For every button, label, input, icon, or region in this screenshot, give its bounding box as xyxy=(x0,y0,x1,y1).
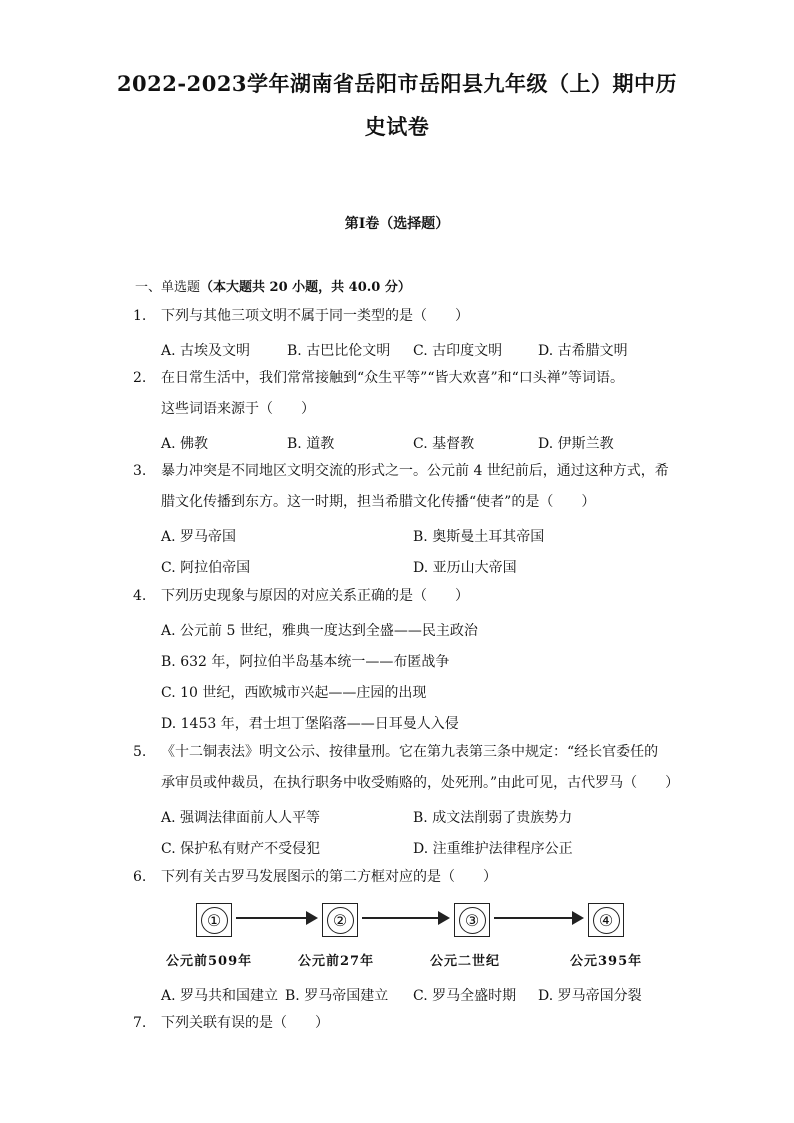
timeline-step-3: ③ xyxy=(459,907,486,934)
option-a[interactable]: A. 古埃及文明 xyxy=(161,343,251,359)
question-text: 腊文化传播到东方。这一时期，担当希腊文化传播“使者”的是（ ） xyxy=(161,494,596,510)
option-d[interactable]: D. 古希腊文明 xyxy=(538,343,628,359)
option-c[interactable]: C. 阿拉伯帝国 xyxy=(161,560,251,576)
question-text: 下列有关古罗马发展图示的第二方框对应的是（ ） xyxy=(161,869,497,885)
timeline-label-1: 公元前509年 xyxy=(166,954,253,969)
question-text: 《十二铜表法》明文公示、按律量刑。它在第九表第三条中规定：“经长官委任的 xyxy=(161,744,659,760)
exam-title-line-2: 史试卷 xyxy=(364,114,430,139)
question-text: 在日常生活中，我们常常接触到“众生平等”“皆大欢喜”和“口头禅”等词语。 xyxy=(161,370,624,386)
question-number: 4. xyxy=(133,588,147,604)
timeline-label-2: 公元前27年 xyxy=(298,954,375,969)
option-b[interactable]: B. 632 年，阿拉伯半岛基本统一——布匿战争 xyxy=(161,654,450,670)
part-info: （本大题共 20 小题，共 40.0 分） xyxy=(200,280,411,295)
option-c[interactable]: C. 基督教 xyxy=(413,436,475,452)
option-b[interactable]: B. 道教 xyxy=(287,436,335,452)
option-b[interactable]: B. 奥斯曼土耳其帝国 xyxy=(413,529,545,545)
timeline-box-3 xyxy=(454,903,490,937)
timeline-box-1 xyxy=(196,903,232,937)
option-d[interactable]: D. 1453 年，君士坦丁堡陷落——日耳曼人入侵 xyxy=(161,716,459,732)
question-number: 1. xyxy=(133,308,147,324)
option-d[interactable]: D. 亚历山大帝国 xyxy=(413,560,517,576)
question-text: 下列关联有误的是（ ） xyxy=(161,1015,329,1031)
option-a[interactable]: A. 强调法律面前人人平等 xyxy=(161,810,321,826)
timeline-box-4 xyxy=(588,903,624,937)
option-c[interactable]: C. 10 世纪，西欧城市兴起——庄园的出现 xyxy=(161,685,427,701)
part-heading xyxy=(135,276,411,295)
question-text: 这些词语来源于（ ） xyxy=(161,401,315,417)
arrow-right-icon xyxy=(236,917,316,919)
option-c[interactable]: C. 罗马全盛时期 xyxy=(413,988,517,1004)
option-c[interactable]: C. 保护私有财产不受侵犯 xyxy=(161,841,321,857)
rome-timeline-diagram xyxy=(166,900,643,980)
question-number: 3. xyxy=(133,463,147,479)
question-number: 2. xyxy=(133,370,147,386)
timeline-box-2 xyxy=(322,903,358,937)
question-number: 6. xyxy=(133,869,147,885)
option-a[interactable]: A. 公元前 5 世纪，雅典一度达到全盛——民主政治 xyxy=(161,623,478,639)
arrow-right-icon xyxy=(494,917,582,919)
timeline-label-3: 公元二世纪 xyxy=(430,954,501,969)
option-b[interactable]: B. 古巴比伦文明 xyxy=(287,343,391,359)
option-d[interactable]: D. 注重维护法律程序公正 xyxy=(413,841,573,857)
section-heading: 第Ⅰ卷（选择题） xyxy=(344,216,450,232)
timeline-step-1: ① xyxy=(201,907,228,934)
option-a[interactable]: A. 罗马帝国 xyxy=(161,529,237,545)
arrow-right-icon xyxy=(362,917,448,919)
question-number: 7. xyxy=(133,1015,147,1031)
option-a[interactable]: A. 罗马共和国建立 xyxy=(161,988,279,1004)
question-text: 下列历史现象与原因的对应关系正确的是（ ） xyxy=(161,588,469,604)
option-b[interactable]: B. 罗马帝国建立 xyxy=(285,988,389,1004)
question-number: 5. xyxy=(133,744,147,760)
question-text: 暴力冲突是不同地区文明交流的形式之一。公元前 4 世纪前后，通过这种方式，希 xyxy=(161,463,669,479)
timeline-step-2: ② xyxy=(327,907,354,934)
question-text: 下列与其他三项文明不属于同一类型的是（ ） xyxy=(161,308,469,324)
exam-title-line-1: 2022-2023学年湖南省岳阳市岳阳县九年级（上）期中历 xyxy=(116,71,678,96)
option-b[interactable]: B. 成文法削弱了贵族势力 xyxy=(413,810,573,826)
option-d[interactable]: D. 伊斯兰教 xyxy=(538,436,614,452)
timeline-label-4: 公元395年 xyxy=(570,954,643,969)
option-c[interactable]: C. 古印度文明 xyxy=(413,343,503,359)
question-text: 承审员或仲裁员，在执行职务中收受贿赂的，处死刑。”由此可见，古代罗马（ ） xyxy=(161,775,680,791)
option-a[interactable]: A. 佛教 xyxy=(161,436,209,452)
option-d[interactable]: D. 罗马帝国分裂 xyxy=(538,988,642,1004)
part-prefix: 一、单选题 xyxy=(135,280,201,295)
timeline-step-4: ④ xyxy=(593,907,620,934)
